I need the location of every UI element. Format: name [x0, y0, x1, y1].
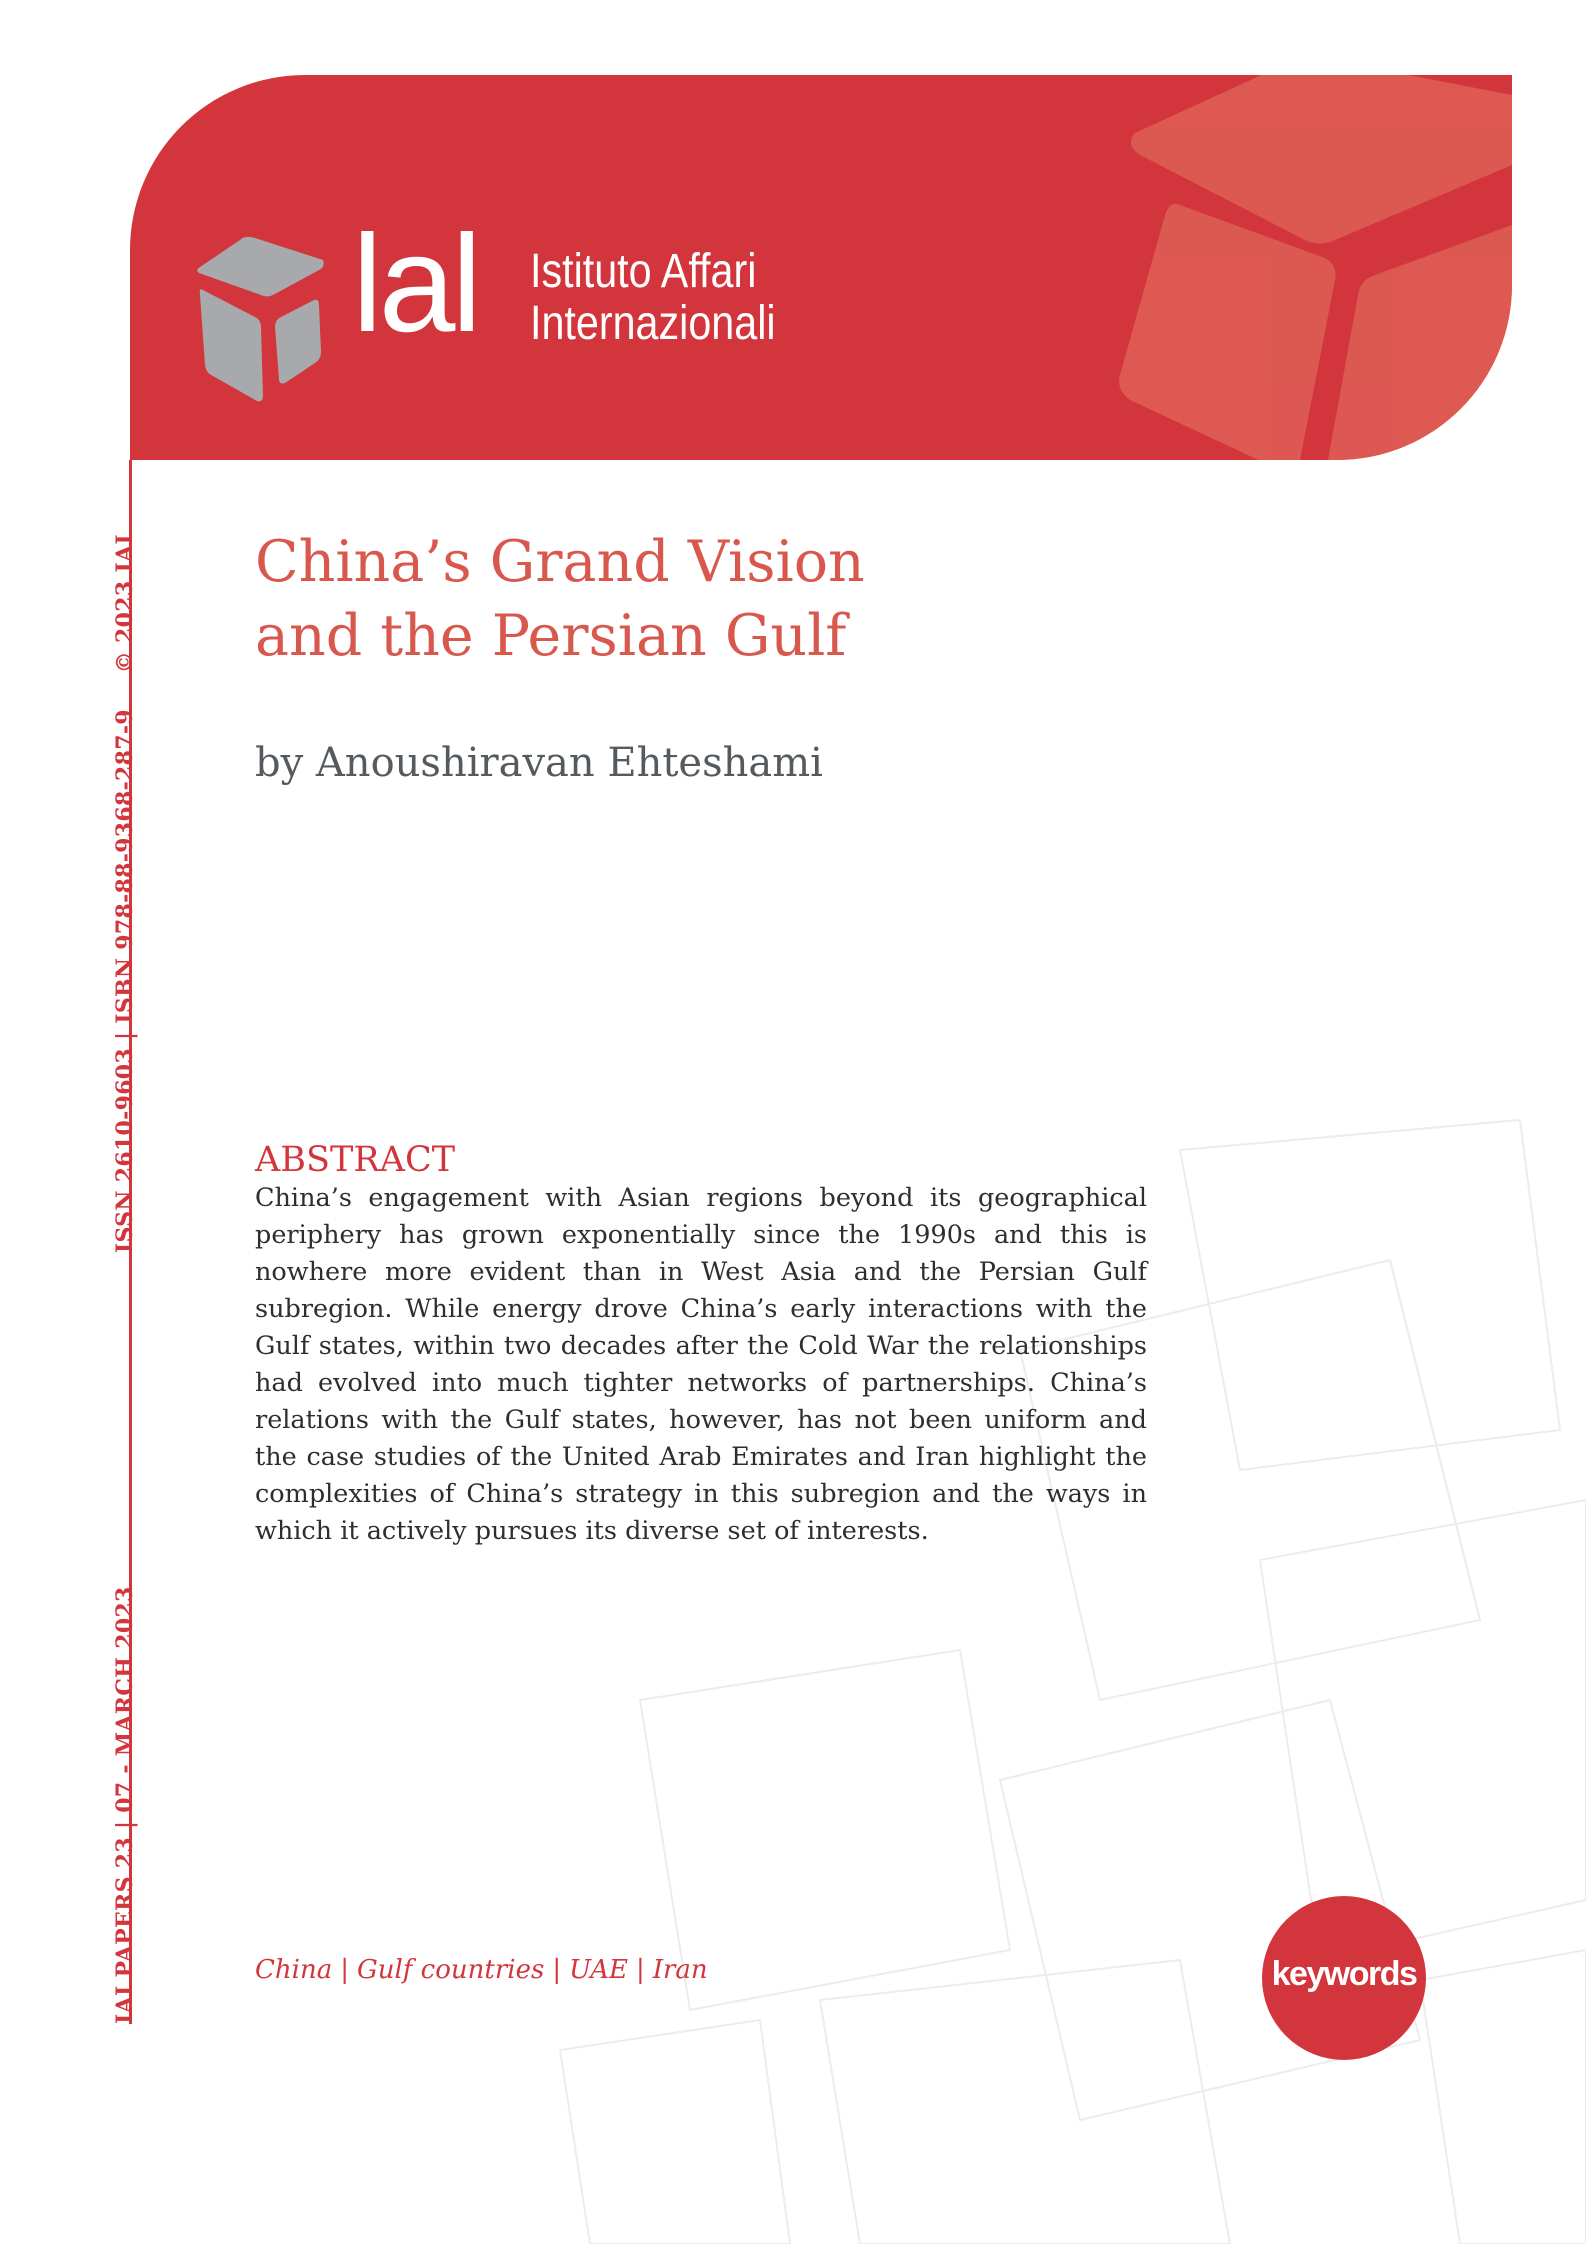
- institute-name-line1: Istituto Affari: [530, 245, 757, 298]
- keyword-item: UAE: [569, 1955, 628, 1985]
- iai-cube-logo-icon: [195, 235, 325, 405]
- institute-name-line2: Internazionali: [530, 297, 776, 350]
- keyword-list: China | Gulf countries | UAE | Iran: [255, 1955, 708, 1985]
- header-banner: [130, 75, 1512, 460]
- title-line-1: China’s Grand Vision: [255, 529, 865, 595]
- series-label: IAI PAPERS 23 | 07 - MARCH 2023: [112, 1586, 138, 2024]
- page-title: [255, 525, 1155, 673]
- publication-identifiers: [112, 534, 138, 1253]
- title-line-2: and the Persian Gulf: [255, 603, 847, 669]
- author-byline: by Anoushiravan Ehteshami: [255, 740, 823, 786]
- abstract-body: China’s engagement with Asian regions beyond its geographical periphery has grown exponentially since the 1990s and this is nowhere more evident than in West Asia and the Persian Gulf subregion. While energy drove China’s early interactions with the Gulf states, within two decades after the Cold War the relationships had evolved into much tighter networks of partnerships. China’s relations with the Gulf states, however, has not been uniform and the case studies of the United Arab Emirates and Iran highlight the complexities of China’s strategy in this subregion and the ways in which it actively pursues its diverse set of interests.: [255, 1183, 1147, 1546]
- keyword-item: China: [255, 1955, 333, 1985]
- institute-name: [530, 246, 776, 350]
- keyword-item: Gulf countries: [356, 1955, 545, 1985]
- iai-acronym: lal: [352, 207, 479, 361]
- copyright: © 2023 IAI: [112, 534, 138, 674]
- keyword-item: Iran: [652, 1955, 708, 1985]
- banner-cube-decoration: [130, 75, 1512, 460]
- issn-isbn: ISSN 2610-9603 | ISBN 978-88-9368-287-9: [112, 709, 138, 1254]
- abstract-heading: ABSTRACT: [255, 1140, 456, 1180]
- keywords-badge-label: keywords: [1271, 1955, 1417, 1993]
